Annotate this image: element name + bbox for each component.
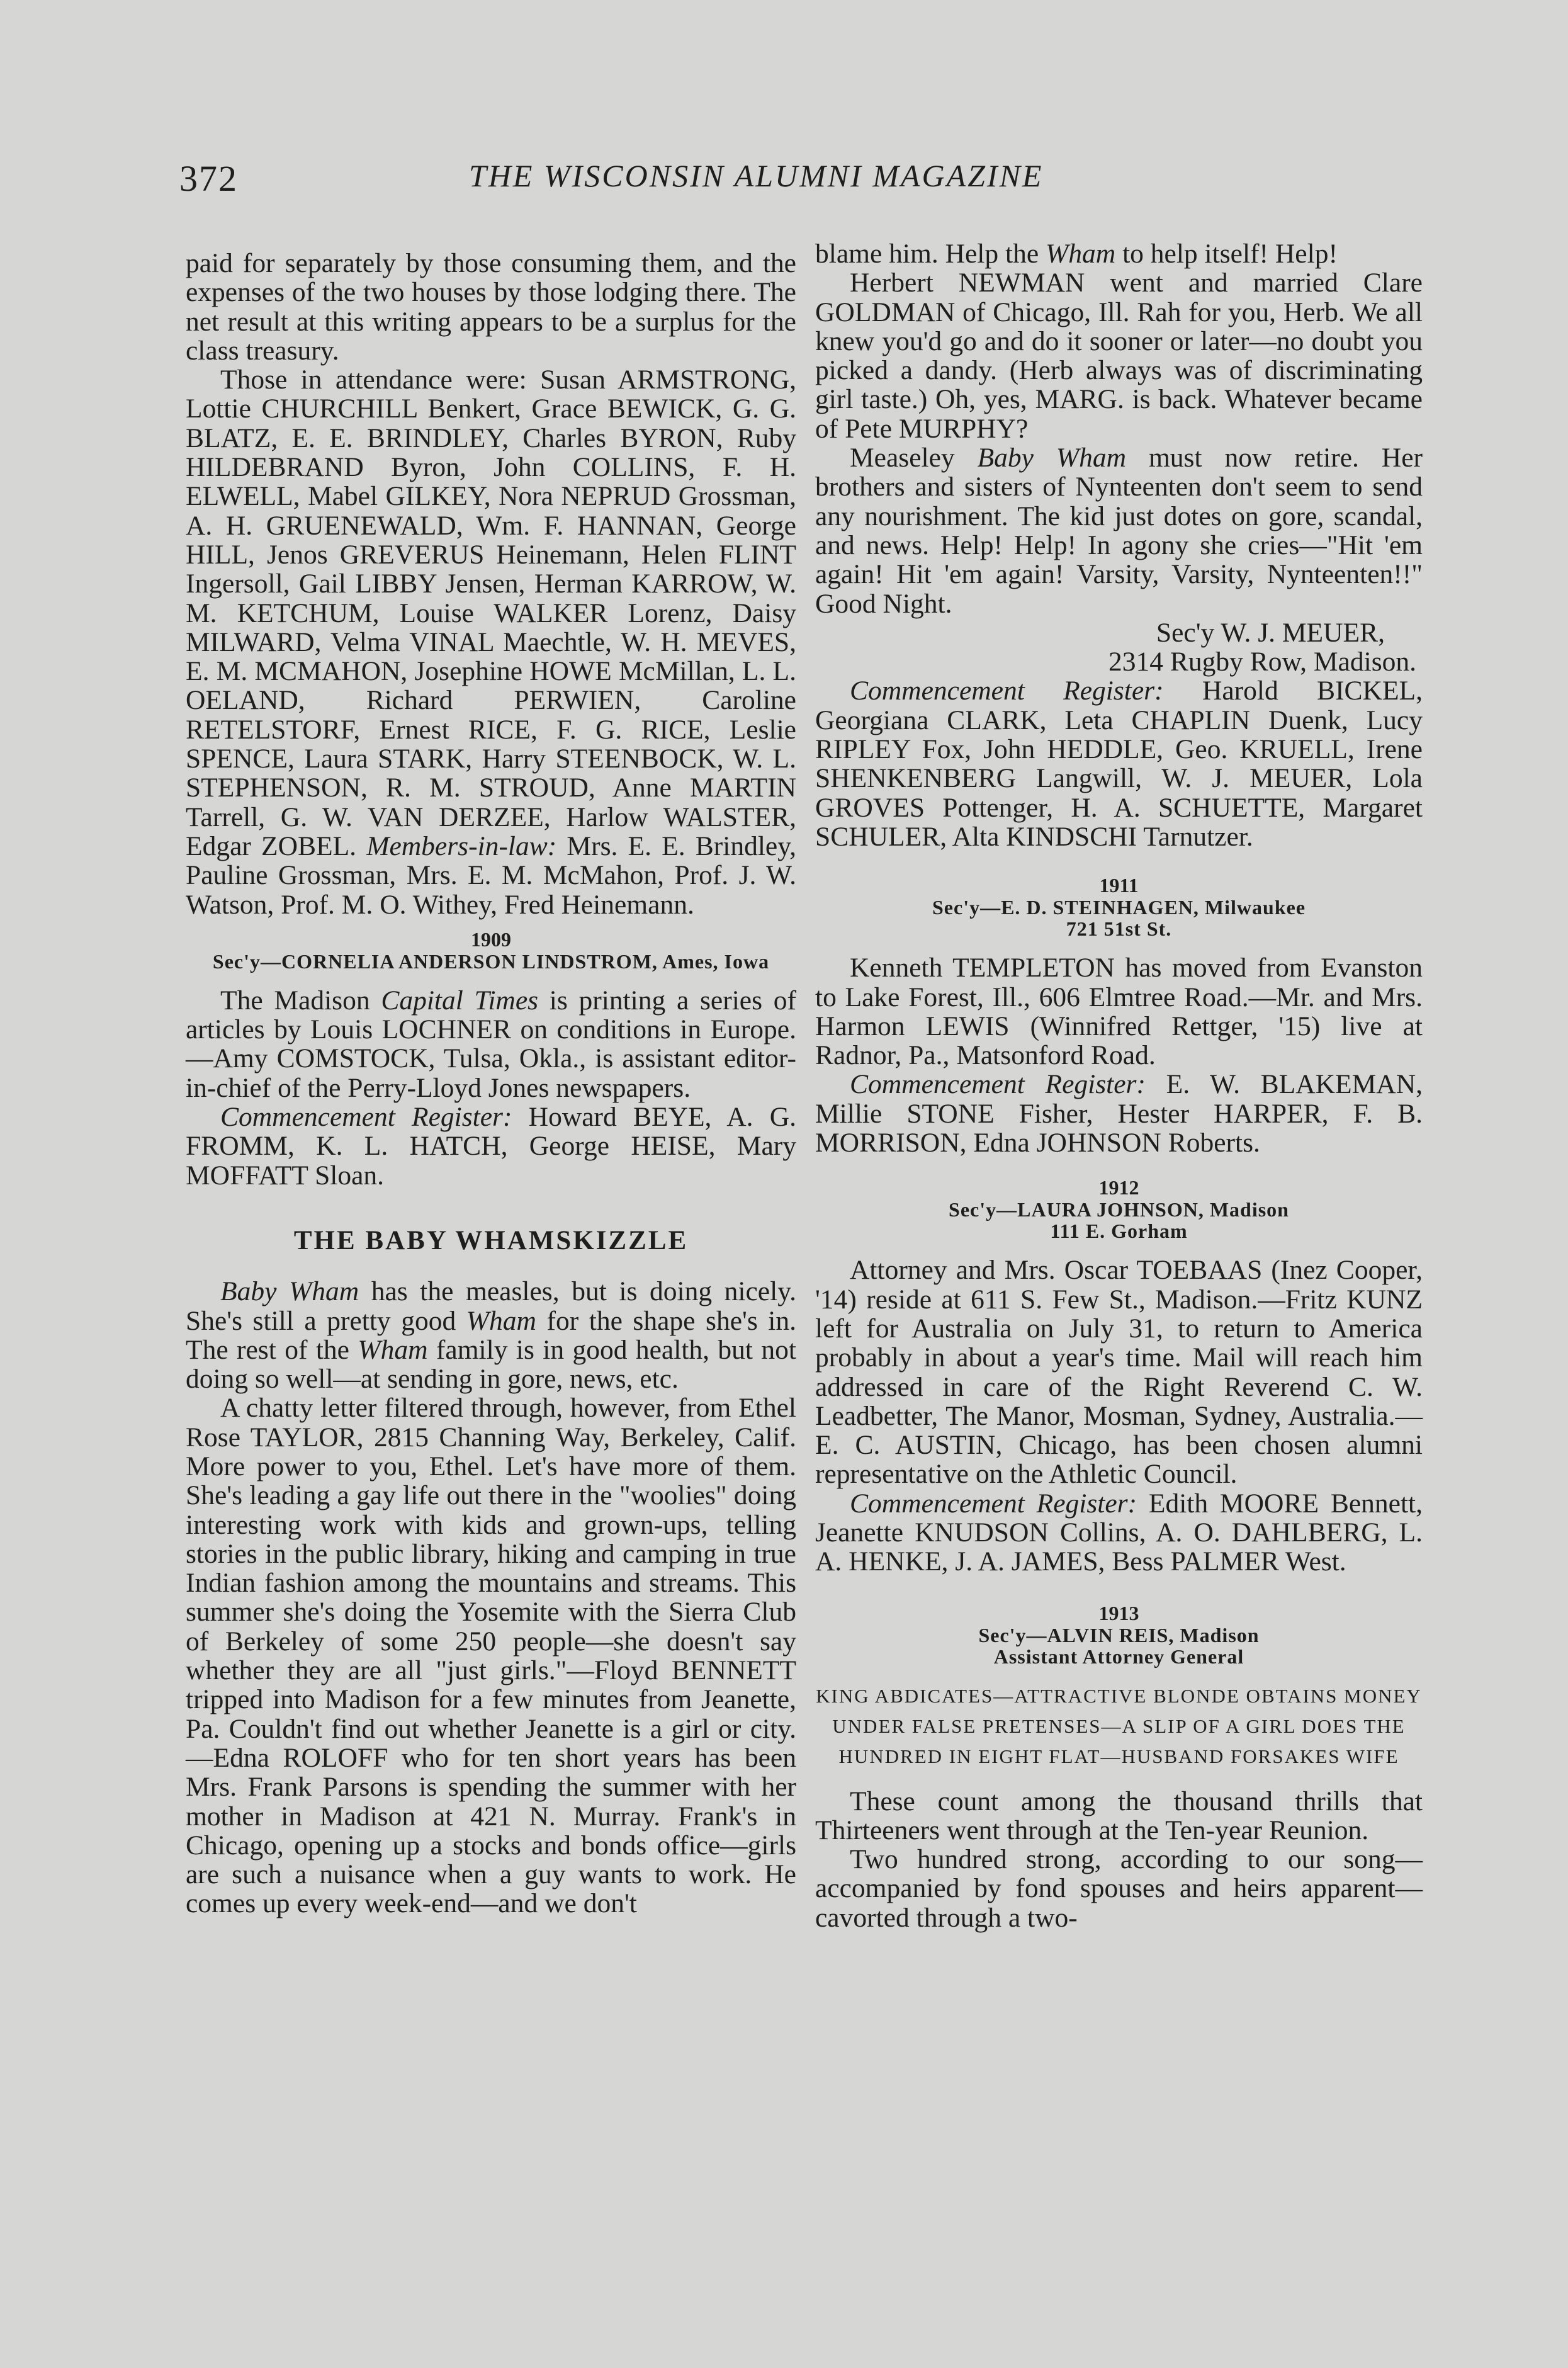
baby-whamskizzle-title: THE BABY WHAMSKIZZLE	[293, 1225, 689, 1255]
members-in-law-label: Members-in-law:	[366, 830, 557, 861]
wham-name: Wham	[466, 1305, 536, 1336]
continued-paragraph	[815, 239, 1423, 268]
baby-paragraph-2: A chatty letter filtered through, however, from Ethel Rose TAYLOR, 2815 Channing Way, Berkeley, Calif. More power to you, Ethel. Let's have more of them. She's leading a gay life out there in the "woolies" doing interesting work with kids and grown-ups, telling stories in the public library, hiking and camping in true Indian fashion among the mountains and streams. This summer she's doing the Yosemite with the Sierra Club of Berkeley of some 250 people—she doesn't say whether they are all "just girls."—Floyd BENNETT tripped into Madison for a few minutes from Jeanette, Pa. Couldn't find out whether Jeanette is a girl or city.—Edna ROLOFF who for ten short years has been Mrs. Frank Parsons is spending the summer with her mother in Madison at 421 N. Murray. Frank's in Chicago, opening up a stocks and bonds office—girls are such a nuisance when a guy wants to work. He comes up every week-end—and we don't	[186, 1393, 796, 1919]
opening-paragraph: paid for separately by those consuming them, and the expenses of the two houses by those lodging there. The net result at this writing appears to be a surplus for the class treasury.	[186, 248, 796, 366]
class-year-1913: 1913	[1098, 1601, 1139, 1624]
class-year-1912: 1912	[1098, 1176, 1139, 1199]
news-1909-text-a: The Madison	[220, 985, 370, 1016]
cont-text-c: to help itself! Help!	[1122, 239, 1338, 269]
secretary-1913	[815, 1624, 1423, 1667]
register-1912	[815, 1489, 1423, 1577]
measeley-paragraph	[815, 443, 1423, 618]
baby-p1-text-b: has the measles, but is doing nicely. She's still a pretty good	[186, 1276, 796, 1336]
register-1910	[815, 676, 1423, 851]
signature-address: 2314 Rugby Row, Madison.	[1108, 647, 1416, 677]
secretary-1911-name: Sec'y—E. D. STEINHAGEN, Milwaukee	[932, 896, 1306, 919]
news-1913-b: Two hundred strong, according to our song—accompanied by fond spouses and heirs apparent—cavorted through a two-	[815, 1844, 1423, 1933]
left-column	[186, 249, 796, 1918]
news-1909-text-b: is printing a series of articles by Louis LOCHNER on conditions in Europe.—Amy COMSTOCK, Tulsa, Okla., is assistant editor-in-chief of the Perry-Lloyd Jones newspapers.	[186, 985, 796, 1103]
baby-wham-name: Baby Wham	[220, 1276, 359, 1307]
register-label: Commencement Register:	[850, 1488, 1137, 1519]
secretary-1912-address: 111 E. Gorham	[1050, 1220, 1188, 1243]
secretary-1909: Sec'y—CORNELIA ANDERSON LINDSTROM, Ames, Iowa	[212, 949, 770, 973]
magazine-title: THE WISCONSIN ALUMNI MAGAZINE	[469, 158, 1044, 193]
register-label: Commencement Register:	[850, 1069, 1146, 1100]
baby-p1-text-f: family is in good health, but not doing so well—at sending in gore, news, etc.	[186, 1334, 796, 1395]
right-column	[815, 239, 1423, 1932]
headline-1913: KING ABDICATES—ATTRACTIVE BLONDE OBTAINS MONEY UNDER FALSE PRETENSES—A SLIP OF A GIRL DOES THE HUNDRED IN EIGHT FLAT—HUSBAND FORSAKES WIFE	[816, 1684, 1422, 1767]
secretary-1913-title: Assistant Attorney General	[993, 1645, 1244, 1668]
measeley-text-c: must now retire. Her brothers and sisters of Nynteenten don't seem to send any nourishment. The kid just dotes on gore, scandal, and news. Help! Help! In agony she cries—"Hit 'em again! Hit 'em again! Varsity, Varsity, Nynteenten!!" Good Night.	[815, 443, 1423, 619]
measeley-text-a: Measeley	[850, 443, 955, 473]
secretary-1913-name: Sec'y—ALVIN REIS, Madison	[978, 1623, 1260, 1646]
baby-paragraph-1	[186, 1277, 796, 1393]
newman-paragraph: Herbert NEWMAN went and married Clare GOLDMAN of Chicago, Ill. Rah for you, Herb. We all knew you'd go and do it sooner or later—no doubt you picked a dandy. (Herb always was of discriminating girl taste.) Oh, yes, MARG. is back. Whatever became of Pete MURPHY?	[815, 268, 1423, 444]
members-in-law-list: Mrs. E. E. Brindley, Pauline Grossman, Mrs. E. M. McMahon, Prof. J. W. Watson, Prof. M. O. Withey, Fred Heinemann.	[186, 830, 797, 920]
attendance-paragraph	[186, 365, 796, 919]
cont-text-a: blame him. Help the	[815, 239, 1039, 269]
register-1911	[815, 1070, 1423, 1157]
attendance-list: Those in attendance were: Susan ARMSTRONG, Lottie CHURCHILL Benkert, Grace BEWICK, G. G. BLATZ, E. E. BRINDLEY, Charles BYRON, Ruby HILDEBRAND Byron, John COLLINS, F. H. ELWELL, Mabel GILKEY, Nora NEPRUD Grossman, A. H. GRUENEWALD, Wm. F. HANNAN, George HILL, Jenos GREVERUS Heinemann, Helen FLINT Ingersoll, Gail LIBBY Jensen, Herman KARROW, W. M. KETCHUM, Louise WALKER Lorenz, Daisy MILWARD, Velma VINAL Maechtle, W. H. MEVES, E. M. MCMAHON, Josephine HOWE McMillan, L. L. OELAND, Richard PERWIEN, Caroline RETELSTORF, Ernest RICE, F. G. RICE, Leslie SPENCE, Laura STARK, Harry STEENBOCK, W. L. STEPHENSON, R. M. STROUD, Anne MARTIN Tarrell, G. W. VAN DERZEE, Harlow WALSTER, Edgar ZOBEL.	[186, 365, 796, 861]
register-1911-names: E. W. BLAKEMAN, Millie STONE Fisher, Hester HARPER, F. B. MORRISON, Edna JOHNSON Roberts.	[815, 1069, 1423, 1159]
page-number: 372	[179, 158, 238, 199]
register-1910-names: Harold BICKEL, Georgiana CLARK, Leta CHAPLIN Duenk, Lucy RIPLEY Fox, John HEDDLE, Geo. KRUELL, Irene SHENKENBERG Langwill, W. J. MEUER, Lola GROVES Pottenger, H. A. SCHUETTE, Margaret SCHULER, Alta KINDSCHI Tarnutzer.	[815, 676, 1423, 852]
baby-p1-text-d: for the shape she's in. The rest of the	[186, 1305, 797, 1365]
page-header	[179, 157, 1438, 208]
baby-wham-name: Baby Wham	[977, 443, 1127, 473]
news-1913-a: These count among the thousand thrills that Thirteeners went through at the Ten-year Reunion.	[815, 1786, 1423, 1845]
wham-name: Wham	[1046, 239, 1116, 269]
class-year-1909: 1909	[471, 927, 511, 951]
news-1912: Attorney and Mrs. Oscar TOEBAAS (Inez Cooper, '14) reside at 611 S. Few St., Madison.—Fritz KUNZ left for Australia on July 31, to return to America probably in about a year's time. Mail will reach him addressed in care of the Right Reverend C. W. Leadbetter, The Manor, Mosman, Sydney, Australia.—E. C. AUSTIN, Chicago, has been chosen alumni representative on the Athletic Council.	[815, 1255, 1423, 1490]
news-1911: Kenneth TEMPLETON has moved from Evanston to Lake Forest, Ill., 606 Elmtree Road.—Mr. and Mrs. Harmon LEWIS (Winnifred Rettger, '15) live at Radnor, Pa., Matsonford Road.	[815, 953, 1423, 1071]
signature-name: Sec'y W. J. MEUER,	[1156, 617, 1385, 648]
secretary-1911-address: 721 51st St.	[1066, 917, 1172, 941]
register-label: Commencement Register:	[850, 676, 1164, 706]
register-1912-names: Edith MOORE Bennett, Jeanette KNUDSON Collins, A. O. DAHLBERG, L. A. HENKE, J. A. JAMES, Bess PALMER West.	[815, 1488, 1423, 1577]
register-1909-names: Howard BEYE, A. G. FROMM, K. L. HATCH, George HEISE, Mary MOFFATT Sloan.	[186, 1102, 796, 1191]
secretary-1912	[815, 1199, 1423, 1242]
register-1909	[186, 1102, 796, 1190]
secretary-1912-name: Sec'y—LAURA JOHNSON, Madison	[949, 1198, 1289, 1221]
class-year-1911: 1911	[1099, 874, 1139, 897]
news-1909	[186, 986, 796, 1102]
capital-times-title: Capital Times	[381, 985, 539, 1016]
wham-name: Wham	[358, 1334, 428, 1365]
register-label: Commencement Register:	[220, 1102, 512, 1133]
secretary-1911	[815, 897, 1423, 939]
